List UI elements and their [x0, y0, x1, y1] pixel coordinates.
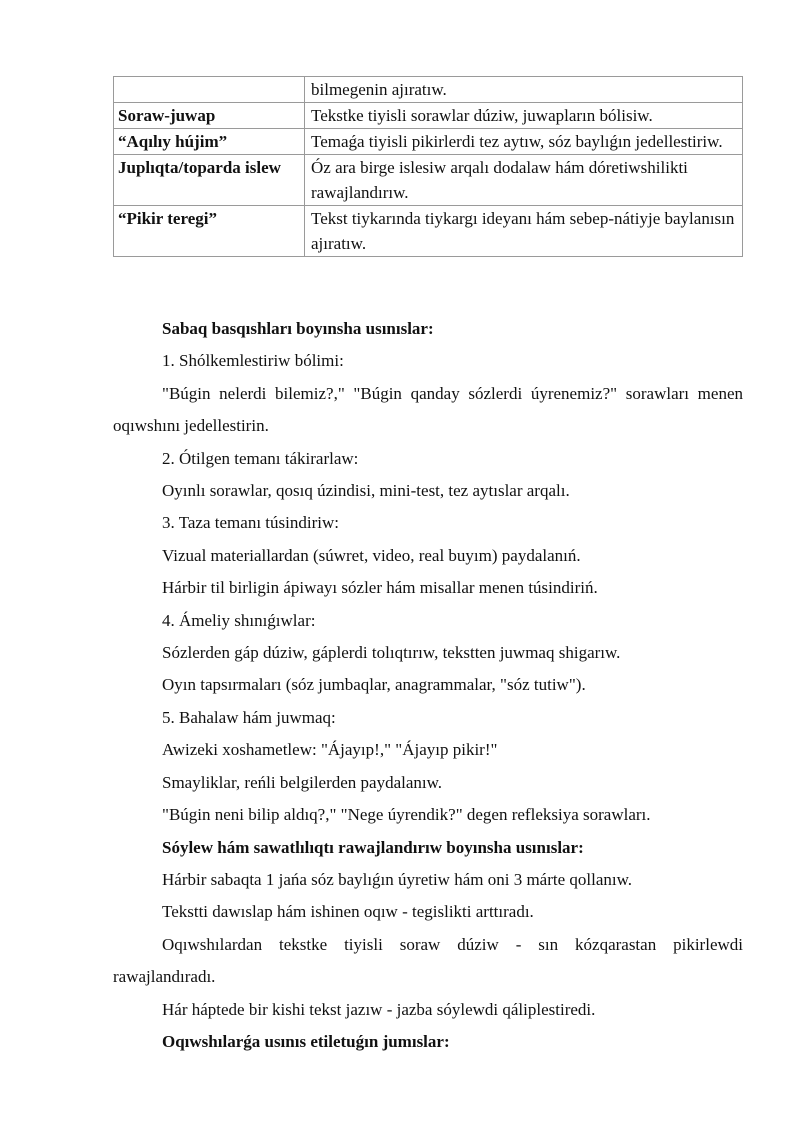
- table-row: [114, 206, 743, 257]
- method-description-cell: Tekstke tiyisli sorawlar dúziw, juwapların bólisiw.: [305, 103, 743, 129]
- section-heading: Oqıwshılarǵa usınıs etiletuǵın jumıslar:: [162, 1031, 450, 1051]
- method-description-cell: Tekst tiykarında tiykargı ideyanı hám sebep-nátiyje baylanısın ajıratıw.: [305, 206, 743, 257]
- paragraph: Hár háptede bir kishi tekst jazıw - jazba sóylewdi qáliplestiredi.: [162, 999, 596, 1019]
- method-name-cell: Juplıqta/toparda islew: [114, 155, 305, 206]
- method-name-cell: “Aqılıy hújim”: [114, 129, 305, 155]
- paragraph: Sózlerden gáp dúziw, gáplerdi tolıqtırıw, tekstten juwmaq shigarıw.: [162, 643, 621, 663]
- table-row: [114, 129, 743, 155]
- method-description-cell: Óz ara birge islesiw arqalı dodalaw hám dóretiwshilikti rawajlandırıw.: [305, 155, 743, 206]
- paragraph: "Búgin nelerdi bilemiz?," "Búgin qanday sózlerdi úyrenemiz?" sorawları menen oqıwshını jedellestirin.: [113, 383, 743, 436]
- paragraph: Awizeki xoshametlew: "Ájayıp!," "Ájayıp pikir!": [162, 740, 498, 760]
- method-name-cell: [114, 77, 305, 103]
- table-row: [114, 77, 743, 103]
- paragraph: Tekstti dawıslap hám ishinen oqıw - tegislikti arttıradı.: [162, 902, 534, 922]
- step-title: 1. Shólkemlestiriw bólimi:: [162, 351, 344, 371]
- step-title: 2. Ótilgen temanı tákirarlaw:: [162, 448, 359, 468]
- method-name-cell: Soraw-juwap: [114, 103, 305, 129]
- paragraph: Oyın tapsırmaları (sóz jumbaqlar, anagrammalar, "sóz tutiw").: [162, 675, 586, 695]
- method-description-cell: bilmegenin ajıratıw.: [305, 77, 743, 103]
- paragraph: Hárbir sabaqta 1 jańa sóz baylıǵın úyretiw hám oni 3 márte qollanıw.: [162, 869, 633, 889]
- section-heading: Sabaq basqıshları boyınsha usınıslar:: [162, 319, 434, 338]
- methods-table: [113, 76, 743, 257]
- paragraph: Oyınlı sorawlar, qosıq úzindisi, mini-test, tez aytıslar arqalı.: [162, 481, 570, 501]
- method-name-cell: “Pikir teregi”: [114, 206, 305, 257]
- paragraph: Smayliklar, reńli belgilerden paydalanıw.: [162, 772, 443, 792]
- method-description-cell: Temaǵa tiyisli pikirlerdi tez aytıw, sóz baylıǵın jedellestiriw.: [305, 129, 743, 155]
- paragraph: Oqıwshılardan tekstke tiyisli soraw dúziw - sın kózqarastan pikirlewdi rawajlandıradı.: [113, 934, 743, 987]
- table-row: [114, 155, 743, 206]
- section-heading: Sóylew hám sawatlılıqtı rawajlandırıw boyınsha usınıslar:: [162, 837, 584, 857]
- table-row: [114, 103, 743, 129]
- step-title: 3. Taza temanı túsindiriw:: [162, 513, 339, 533]
- paragraph: Hárbir til birligin ápiwayı sózler hám misallar menen túsindiriń.: [162, 578, 598, 598]
- step-title: 5. Bahalaw hám juwmaq:: [162, 707, 336, 727]
- body-text: [113, 313, 743, 1058]
- step-title: 4. Ámeliy shınıǵıwlar:: [162, 610, 316, 630]
- paragraph: "Búgin neni bilip aldıq?," "Nege úyrendik?" degen refleksiya sorawları.: [162, 805, 651, 825]
- paragraph: Vizual materiallardan (súwret, video, real buyım) paydalanıń.: [162, 545, 581, 565]
